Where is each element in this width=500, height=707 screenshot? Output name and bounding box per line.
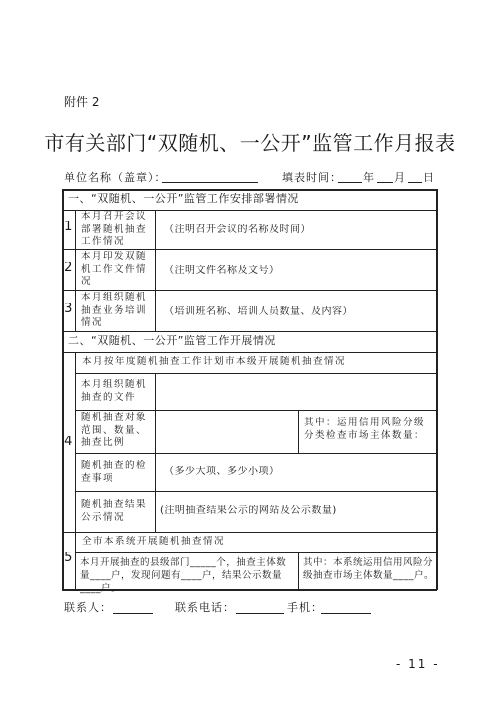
- month-field[interactable]: [377, 170, 393, 183]
- year-label: 年: [363, 171, 375, 184]
- row-label: 本月印发双随机工作文件情况: [81, 251, 148, 287]
- row-number: 4: [64, 436, 74, 449]
- row-number: 3: [64, 303, 74, 316]
- row-label: 本月召开会议部署随机抽查工作情况: [81, 211, 148, 247]
- row-number: 5: [64, 552, 74, 565]
- month-label: 月: [394, 171, 406, 184]
- mobile-label: 手机：: [287, 601, 323, 614]
- day-field[interactable]: [408, 170, 422, 183]
- row4-item-note: （多少大项、多少小项）: [164, 466, 280, 477]
- section2-title: 二、“双随机、一公开”监管工作开展情况: [68, 335, 276, 347]
- row4-heading: 本月按年度随机抽查工作计划市本级开展随机抽查情况: [82, 356, 347, 367]
- row-note: （培训班名称、培训人员数量、及内容）: [164, 306, 353, 317]
- mobile-field[interactable]: [321, 601, 371, 614]
- row5-left-text: 本月开展抽查的县级部门_____个，抽查主体数量____户，发现问题有____户，结果公示数量____户。: [80, 557, 287, 594]
- row5-heading: 全市本系统开展随机抽查情况: [82, 536, 226, 547]
- unit-name-label: 单位名称（盖章）：: [64, 171, 167, 184]
- row4-item-field[interactable]: [157, 374, 435, 409]
- row4-side-note: 其中：运用信用风险分级分类检查市场主体数量：: [304, 417, 426, 441]
- row5-right-text: 其中：本系统运用信用风险分级抽查市场主体数量____户。: [303, 557, 435, 581]
- page-title: 市有关部门“双随机、一公开”监管工作月报表: [44, 131, 456, 155]
- row4-item-label: 随机抽查结果公示情况: [81, 499, 148, 523]
- row4-item-label: 本月组织随机抽查的文件: [81, 379, 148, 403]
- row4-item-label: 随机抽查的检查事项: [81, 460, 148, 484]
- year-field[interactable]: [338, 170, 362, 183]
- row-number: 2: [64, 262, 74, 275]
- unit-name-field[interactable]: [162, 170, 258, 183]
- row4-item-note: (注明抽查结果公示的网站及公示数量): [160, 505, 337, 516]
- annex-label: 附件 2: [64, 95, 100, 109]
- fill-time-label: 填表时间：: [282, 171, 342, 184]
- phone-field[interactable]: [236, 601, 284, 614]
- day-label: 日: [423, 171, 435, 184]
- row-number: 1: [64, 221, 74, 234]
- row-note: （注明文件名称及文号）: [164, 265, 280, 276]
- section1-title: 一、“双随机、一公开”监管工作安排部署情况: [68, 193, 299, 205]
- contact-label: 联系人：: [64, 601, 112, 614]
- phone-label: 联系电话：: [175, 601, 235, 614]
- page-number: - 11 -: [396, 657, 440, 671]
- row-label: 本月组织随机抽查业务培训情况: [81, 292, 148, 328]
- contact-field[interactable]: [113, 601, 153, 614]
- row-note: （注明召开会议的名称及时间）: [164, 224, 311, 235]
- row4-item-label: 随机抽查对象范围、数量、抽查比例: [81, 412, 148, 448]
